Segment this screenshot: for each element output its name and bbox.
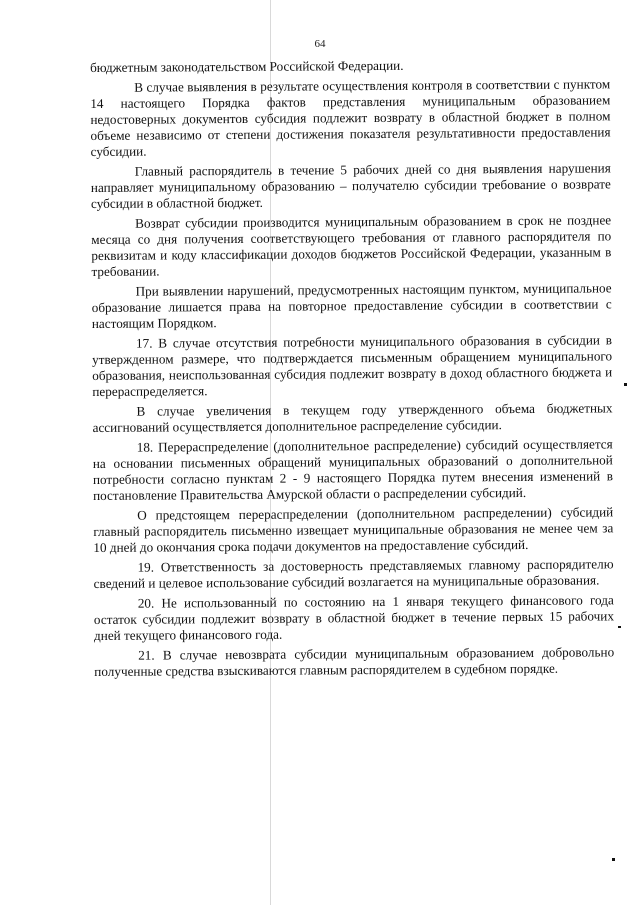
paragraph-2: В случае выявления в результате осуществления контроля в соответствии с пунктом 14 настоящего Порядка фактов представления муниципальным образованием недостоверных документов субсидия подлежит возврату в областной бюджет в полном объеме независимо от степени достижения показателя результативности предоставления субсидии. (90, 76, 611, 159)
paragraph-7: В случае увеличения в текущем году утвержденного объема бюджетных ассигнований осуществляется дополнительное распределение субсидии. (92, 400, 613, 435)
paragraph-8: 18. Перераспределение (дополнительное распределение) субсидий осуществляется на основании письменных обращений муниципальных образований о дополнительной потребности согласно пунктам 2 - 9 настоящего Порядка путем внесения изменений в постановление Правительства Амурской области о распределении субсидий. (92, 436, 613, 503)
paragraph-9: О предстоящем перераспределении (дополнительном распределении) субсидий главный распорядитель письменно извещает муниципальные образования не менее чем за 10 дней до окончания срока подачи документов на предоставление субсидий. (93, 504, 614, 555)
scan-speck (618, 626, 621, 628)
scan-speck (624, 383, 627, 386)
paragraph-11: 20. Не использованный по состоянию на 1 января текущего финансового года остаток субсидии подлежит возврату в областной бюджет в течение первых 15 рабочих дней текущего финансового года. (93, 592, 614, 643)
paragraph-3: Главный распорядитель в течение 5 рабочих дней со дня выявления нарушения направляет муниципальному образованию – получателю субсидии требование о возврате субсидии в областной бюджет. (90, 160, 611, 211)
paragraph-12: 21. В случае невозврата субсидии муниципальным образованием добровольно полученные средства взыскиваются главным распорядителем в судебном порядке. (94, 644, 615, 679)
paragraph-5: При выявлении нарушений, предусмотренных настоящим пунктом, муниципальное образование лишается права на повторное предоставление субсидии в соответствии с настоящим Порядком. (91, 280, 612, 331)
page-number: 64 (314, 38, 326, 50)
scan-speck (612, 858, 615, 861)
paragraph-4: Возврат субсидии производится муниципальным образованием в срок не позднее месяца со дня получения соответствующего требования от главного распорядителя по реквизитам и коду классификации доходов бюджетов Российской Федерации, указанным в требовании. (91, 212, 612, 279)
document-body (90, 56, 614, 684)
paragraph-10: 19. Ответственность за достоверность представляемых главному распорядителю сведений и целевое использование субсидий возлагается на муниципальные образования. (93, 556, 614, 591)
paragraph-1: бюджетным законодательством Российской Федерации. (90, 57, 404, 75)
paragraph-6: 17. В случае отсутствия потребности муниципального образования в субсидии в утвержденном размере, что подтверждается письменным обращением муниципального образования, неиспользованная субсидия подлежит возврату в доход областного бюджета и перераспределяется. (92, 332, 613, 399)
